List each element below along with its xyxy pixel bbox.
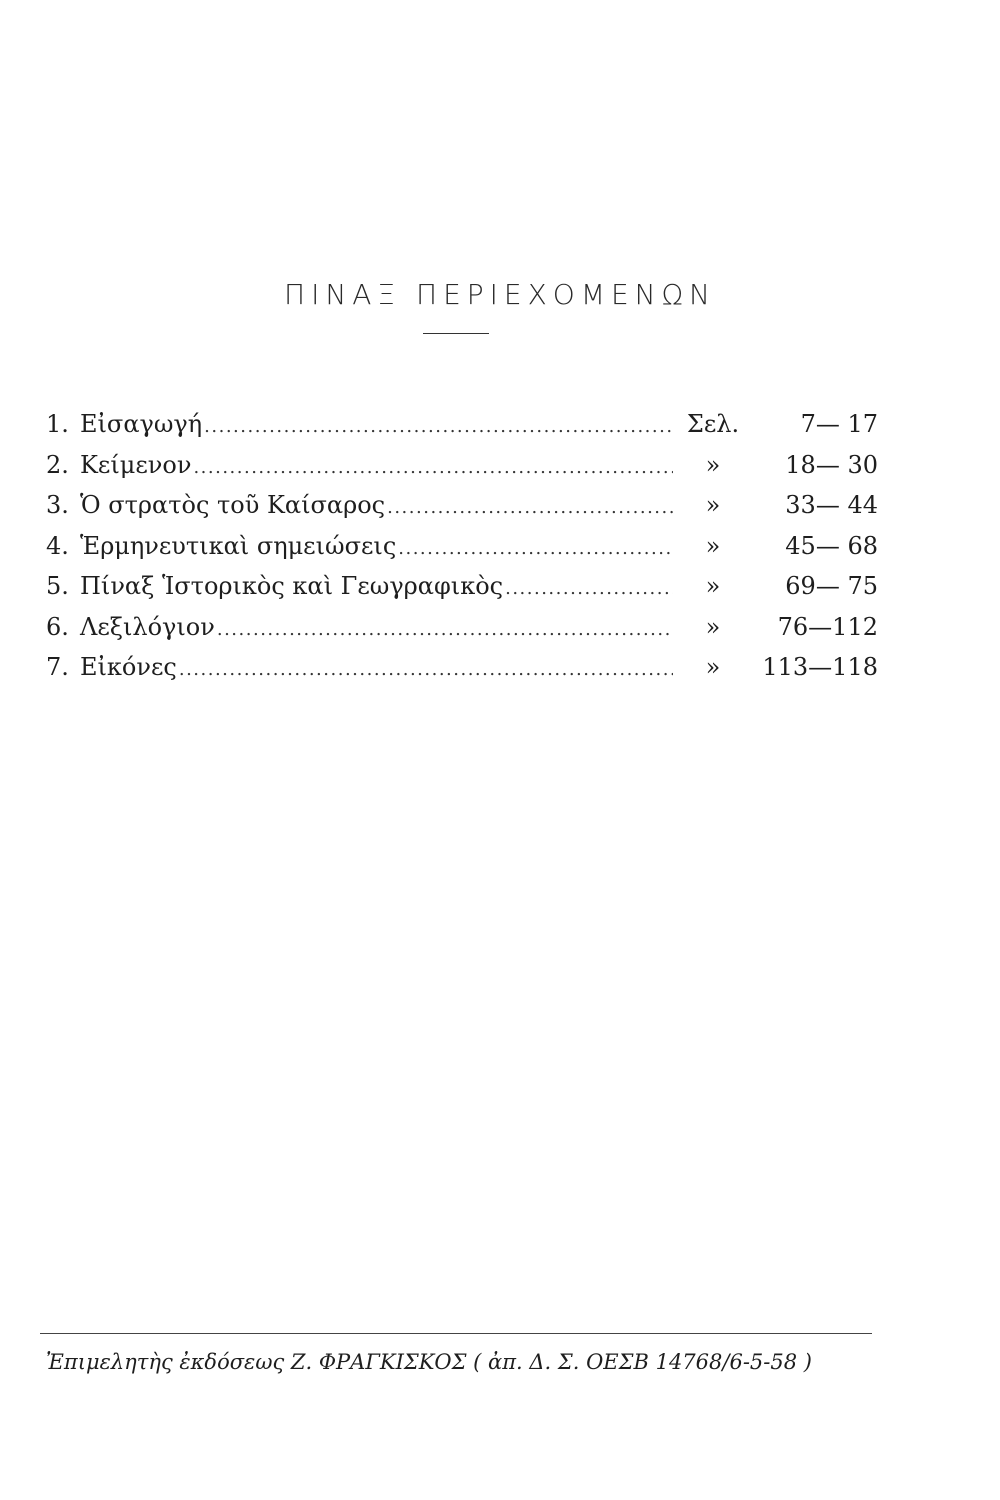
page-range: 18— 30 xyxy=(785,450,878,479)
title-divider xyxy=(423,333,489,334)
page-range: 76—112 xyxy=(777,612,878,641)
toc-entry-title: Ὁ στρατὸς τοῦ Καίσαρος xyxy=(80,491,386,519)
toc-entry-number: 7. xyxy=(46,653,69,681)
toc-entry xyxy=(46,445,878,486)
footer-divider xyxy=(40,1333,872,1334)
dot-leader xyxy=(193,448,673,488)
ditto-mark: » xyxy=(705,450,721,479)
toc-entry xyxy=(46,404,878,445)
toc-entry xyxy=(46,526,878,567)
page-range: 113—118 xyxy=(762,653,878,681)
toc-entry-title: Εἰκόνες xyxy=(80,653,177,681)
page-range: 7— 17 xyxy=(800,410,878,438)
dot-leader xyxy=(204,407,673,447)
toc-entry-number: 6. xyxy=(46,612,69,641)
dot-leader xyxy=(179,650,673,690)
toc-entry-title: Λεξιλόγιον xyxy=(80,612,215,641)
toc-entry xyxy=(46,607,878,648)
toc-entry-title: Πίναξ Ἱστορικὸς καὶ Γεωγραφικὸς xyxy=(80,572,504,600)
table-of-contents xyxy=(46,404,878,688)
toc-entry-number: 3. xyxy=(46,491,69,519)
ditto-mark: » xyxy=(705,531,721,560)
toc-entry-number: 4. xyxy=(46,531,69,560)
ditto-mark: » xyxy=(705,572,721,600)
dot-leader xyxy=(398,529,673,569)
toc-entry xyxy=(46,566,878,607)
dot-leader xyxy=(387,488,673,528)
ditto-mark: » xyxy=(705,653,721,681)
toc-entry-number: 5. xyxy=(46,572,69,600)
toc-entry-title: Ἑρμηνευτικαὶ σημειώσεις xyxy=(80,531,397,560)
page-range: 33— 44 xyxy=(785,491,878,519)
toc-entry-number: 2. xyxy=(46,450,69,479)
dot-leader xyxy=(217,610,673,650)
toc-entry-title: Κείμενον xyxy=(80,450,192,479)
editor-credit: Ἐπιμελητὴς ἐκδόσεως Ζ. ΦΡΑΓΚΙΣΚΟΣ ( ἀπ. Δ. Σ. ΟΕΣΒ 14768/6-5-58 ) xyxy=(46,1350,812,1374)
page-abbreviation: Σελ. xyxy=(686,410,740,438)
ditto-mark: » xyxy=(705,491,721,519)
ditto-mark: » xyxy=(705,612,721,641)
page-range: 69— 75 xyxy=(785,572,878,600)
toc-entry-number: 1. xyxy=(46,410,69,438)
toc-entry xyxy=(46,485,878,526)
toc-entry-title: Εἰσαγωγή xyxy=(80,410,203,438)
page-range: 45— 68 xyxy=(785,531,878,560)
toc-entry xyxy=(46,647,878,688)
dot-leader xyxy=(505,569,673,609)
page-title: ΠΙΝΑΞ ΠΕΡΙΕΧΟΜΕΝΩΝ xyxy=(284,278,716,311)
